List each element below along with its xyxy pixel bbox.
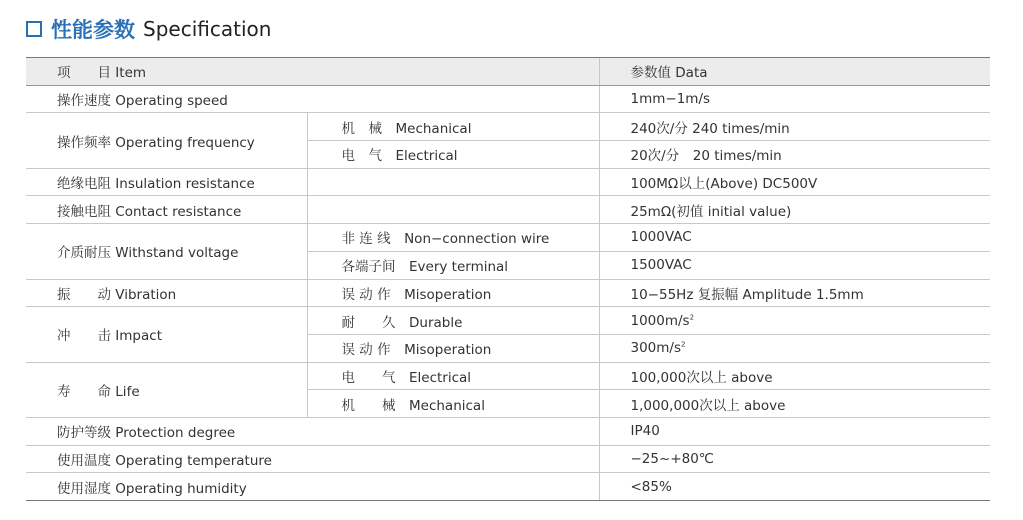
value-text: 300m/s <box>630 340 681 357</box>
row-label: 绝缘电阻 Insulation resistance <box>26 168 307 196</box>
row-sublabel: 非 连 线 Non−connection wire <box>307 224 599 252</box>
table-row <box>26 279 990 307</box>
row-label: 操作速度 Operating speed <box>26 85 599 113</box>
row-sublabel: 电 气 Electrical <box>307 362 599 390</box>
row-label: 防护等级 Protection degree <box>26 417 599 445</box>
row-value: <85% <box>599 473 990 501</box>
row-value: 1500VAC <box>599 251 990 279</box>
header-data: 参数值 Data <box>599 58 990 86</box>
row-value: 25mΩ(初值 initial value) <box>599 196 990 224</box>
header-item: 项 目 Item <box>26 58 599 86</box>
table-row <box>26 473 990 501</box>
table-row <box>26 362 990 390</box>
table-row <box>26 224 990 252</box>
row-label: 寿 命 Life <box>26 362 307 417</box>
row-label: 使用湿度 Operating humidity <box>26 473 599 501</box>
spec-table <box>26 57 990 501</box>
row-value: 1,000,000次以上 above <box>599 390 990 418</box>
row-label: 使用温度 Operating temperature <box>26 445 599 473</box>
row-sublabel: 机 械 Mechanical <box>307 113 599 141</box>
table-row <box>26 196 990 224</box>
row-value: 10−55Hz 复振幅 Amplitude 1.5mm <box>599 279 990 307</box>
row-value: 1mm−1m/s <box>599 85 990 113</box>
row-value <box>599 334 990 362</box>
table-header-row <box>26 58 990 86</box>
table-row <box>26 168 990 196</box>
table-row <box>26 445 990 473</box>
title-en: Specification <box>143 17 272 41</box>
row-label: 介质耐压 Withstand voltage <box>26 224 307 279</box>
row-sublabel: 电 气 Electrical <box>307 141 599 169</box>
row-value: −25~+80℃ <box>599 445 990 473</box>
row-sublabel: 误 动 作 Misoperation <box>307 279 599 307</box>
row-value: 100MΩ以上(Above) DC500V <box>599 168 990 196</box>
row-value: 240次/分 240 times/min <box>599 113 990 141</box>
row-sublabel: 各端子间 Every terminal <box>307 251 599 279</box>
title-zh: 性能参数 <box>51 18 135 42</box>
row-label: 冲 击 Impact <box>26 307 307 362</box>
row-sublabel: 机 械 Mechanical <box>307 390 599 418</box>
row-value: 1000VAC <box>599 224 990 252</box>
row-value <box>599 307 990 335</box>
row-sublabel-empty <box>307 196 599 224</box>
superscript: 2 <box>681 340 686 349</box>
row-value: 20次/分 20 times/min <box>599 141 990 169</box>
table-row <box>26 417 990 445</box>
table-row <box>26 85 990 113</box>
section-title <box>26 14 271 44</box>
checkbox-square-icon <box>26 21 42 37</box>
row-label: 操作频率 Operating frequency <box>26 113 307 168</box>
row-value: IP40 <box>599 417 990 445</box>
row-value: 100,000次以上 above <box>599 362 990 390</box>
table-row <box>26 307 990 335</box>
table-row <box>26 113 990 141</box>
row-sublabel-empty <box>307 168 599 196</box>
value-text: 1000m/s <box>630 312 690 329</box>
row-label: 接触电阻 Contact resistance <box>26 196 307 224</box>
row-sublabel: 误 动 作 Misoperation <box>307 334 599 362</box>
row-label: 振 动 Vibration <box>26 279 307 307</box>
superscript: 2 <box>689 313 695 322</box>
row-sublabel: 耐 久 Durable <box>307 307 599 335</box>
